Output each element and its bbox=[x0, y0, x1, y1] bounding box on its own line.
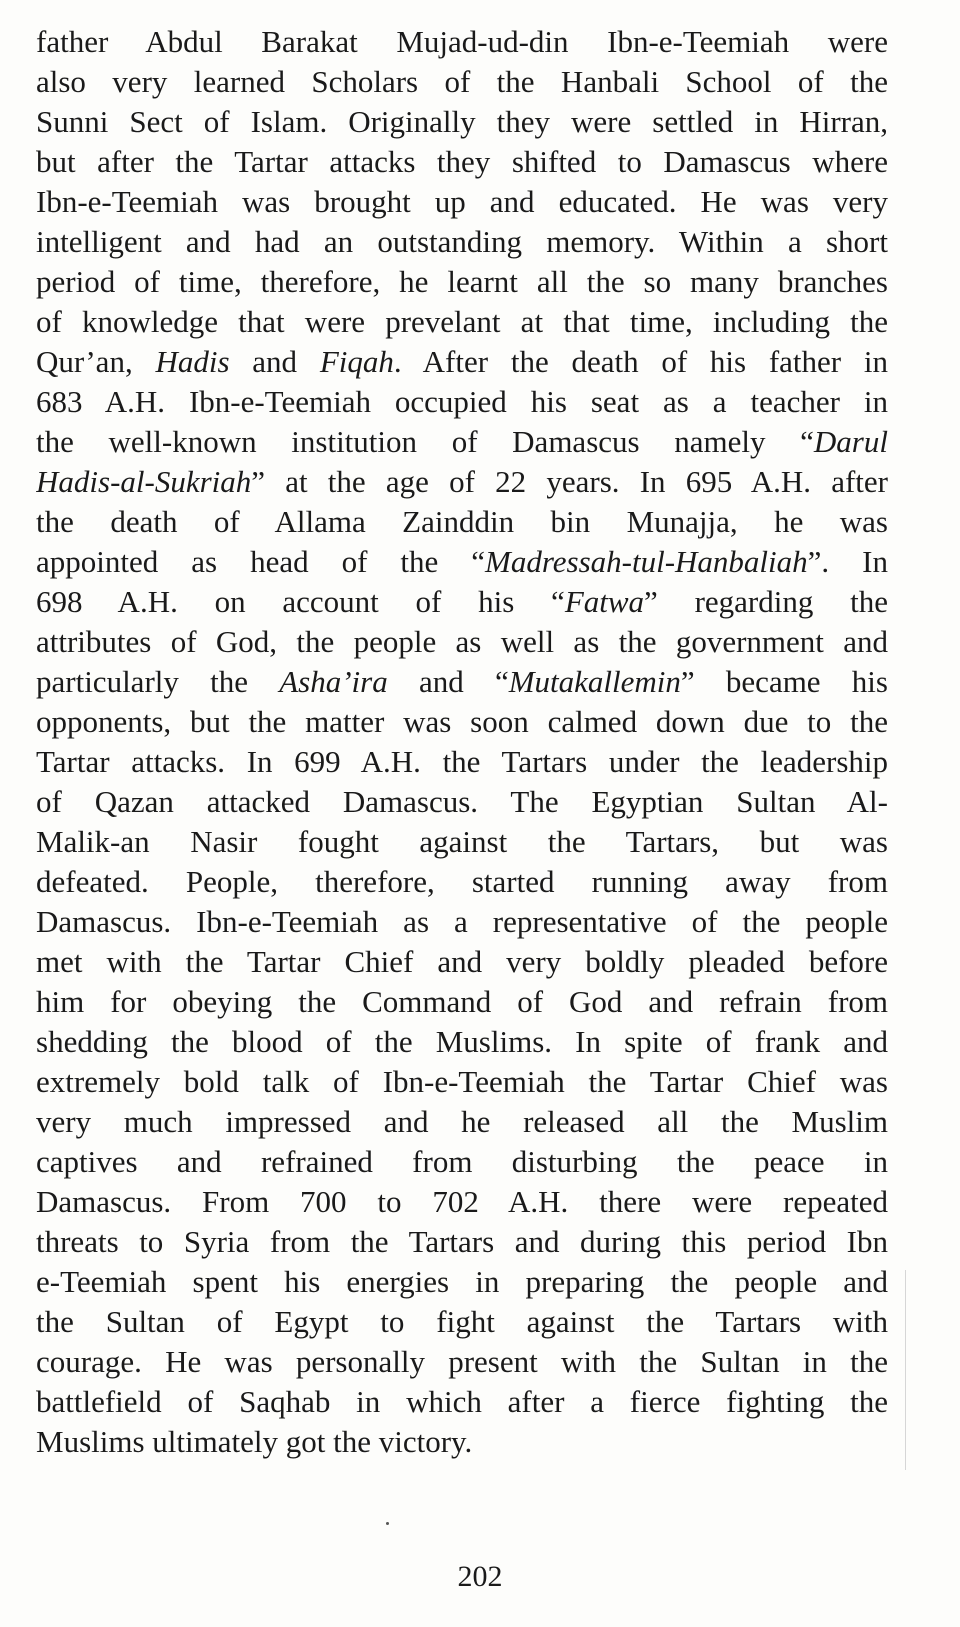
text-line: Hadis-al-Sukriah” at the age of 22 years. In 695 A.H. after bbox=[36, 464, 888, 499]
text-line: particularly the Asha’ira and “Mutakallemin” became his bbox=[36, 664, 888, 699]
body-paragraph bbox=[36, 22, 888, 1462]
italic-term: Madressah-tul-Hanbaliah bbox=[485, 544, 808, 579]
text-line: him for obeying the Command of God and refrain from bbox=[36, 984, 888, 1019]
text-line: very much impressed and he released all the Muslim bbox=[36, 1104, 888, 1139]
text-line: period of time, therefore, he learnt all the so many branches bbox=[36, 264, 888, 299]
page-number: 202 bbox=[457, 1560, 503, 1593]
text-line: Sunni Sect of Islam. Originally they were settled in Hirran, bbox=[36, 104, 888, 139]
text-line: Qur’an, Hadis and Fiqah. After the death of his father in bbox=[36, 344, 888, 379]
text-line: met with the Tartar Chief and very boldly pleaded before bbox=[36, 944, 888, 979]
scan-edge-line bbox=[905, 1270, 906, 1470]
text-line: of Qazan attacked Damascus. The Egyptian Sultan Al- bbox=[36, 784, 888, 819]
italic-term: Darul bbox=[813, 424, 888, 459]
italic-term: Fatwa bbox=[564, 584, 645, 619]
text-line: Damascus. Ibn-e-Teemiah as a representative of the people bbox=[36, 904, 888, 939]
text-line: father Abdul Barakat Mujad-ud-din Ibn-e-Teemiah were bbox=[36, 24, 888, 59]
text-line: the death of Allama Zainddin bin Munajja, he was bbox=[36, 504, 888, 539]
text-line: Damascus. From 700 to 702 A.H. there were repeated bbox=[36, 1184, 888, 1219]
text-line: but after the Tartar attacks they shifted to Damascus where bbox=[36, 144, 888, 179]
text-line: the Sultan of Egypt to fight against the Tartars with bbox=[36, 1304, 888, 1339]
text-line: appointed as head of the “Madressah-tul-Hanbaliah”. In bbox=[36, 544, 888, 579]
text-line: 698 A.H. on account of his “Fatwa” regarding the bbox=[36, 584, 888, 619]
text-line: Malik-an Nasir fought against the Tartars, but was bbox=[36, 824, 888, 859]
text-line: e-Teemiah spent his energies in preparing the people and bbox=[36, 1264, 888, 1299]
text-line: captives and refrained from disturbing the peace in bbox=[36, 1144, 888, 1179]
text-line: courage. He was personally present with the Sultan in the bbox=[36, 1344, 888, 1379]
italic-term: Mutakallemin bbox=[508, 664, 681, 699]
italic-term: Asha’ira bbox=[279, 664, 388, 699]
text-line: threats to Syria from the Tartars and during this period Ibn bbox=[36, 1224, 888, 1259]
italic-term: Hadis-al-Sukriah bbox=[36, 464, 252, 499]
italic-term: Fiqah bbox=[319, 344, 394, 379]
text-line: 683 A.H. Ibn-e-Teemiah occupied his seat as a teacher in bbox=[36, 384, 888, 419]
text-line: Tartar attacks. In 699 A.H. the Tartars under the leadership bbox=[36, 744, 888, 779]
text-line: the well-known institution of Damascus namely “Darul bbox=[36, 424, 888, 459]
text-line: battlefield of Saqhab in which after a fierce fighting the bbox=[36, 1384, 888, 1419]
text-line: Ibn-e-Teemiah was brought up and educated. He was very bbox=[36, 184, 888, 219]
text-line: shedding the blood of the Muslims. In spite of frank and bbox=[36, 1024, 888, 1059]
text-line: Muslims ultimately got the victory. bbox=[36, 1424, 473, 1459]
text-line: opponents, but the matter was soon calmed down due to the bbox=[36, 704, 888, 739]
text-line: extremely bold talk of Ibn-e-Teemiah the Tartar Chief was bbox=[36, 1064, 888, 1099]
text-line: defeated. People, therefore, started running away from bbox=[36, 864, 888, 899]
text-line: intelligent and had an outstanding memory. Within a short bbox=[36, 224, 888, 259]
italic-term: Hadis bbox=[155, 344, 230, 379]
text-line: of knowledge that were prevelant at that time, including the bbox=[36, 304, 888, 339]
text-line: attributes of God, the people as well as the government and bbox=[36, 624, 888, 659]
scan-speck bbox=[386, 1522, 389, 1525]
text-line: also very learned Scholars of the Hanbali School of the bbox=[36, 64, 888, 99]
